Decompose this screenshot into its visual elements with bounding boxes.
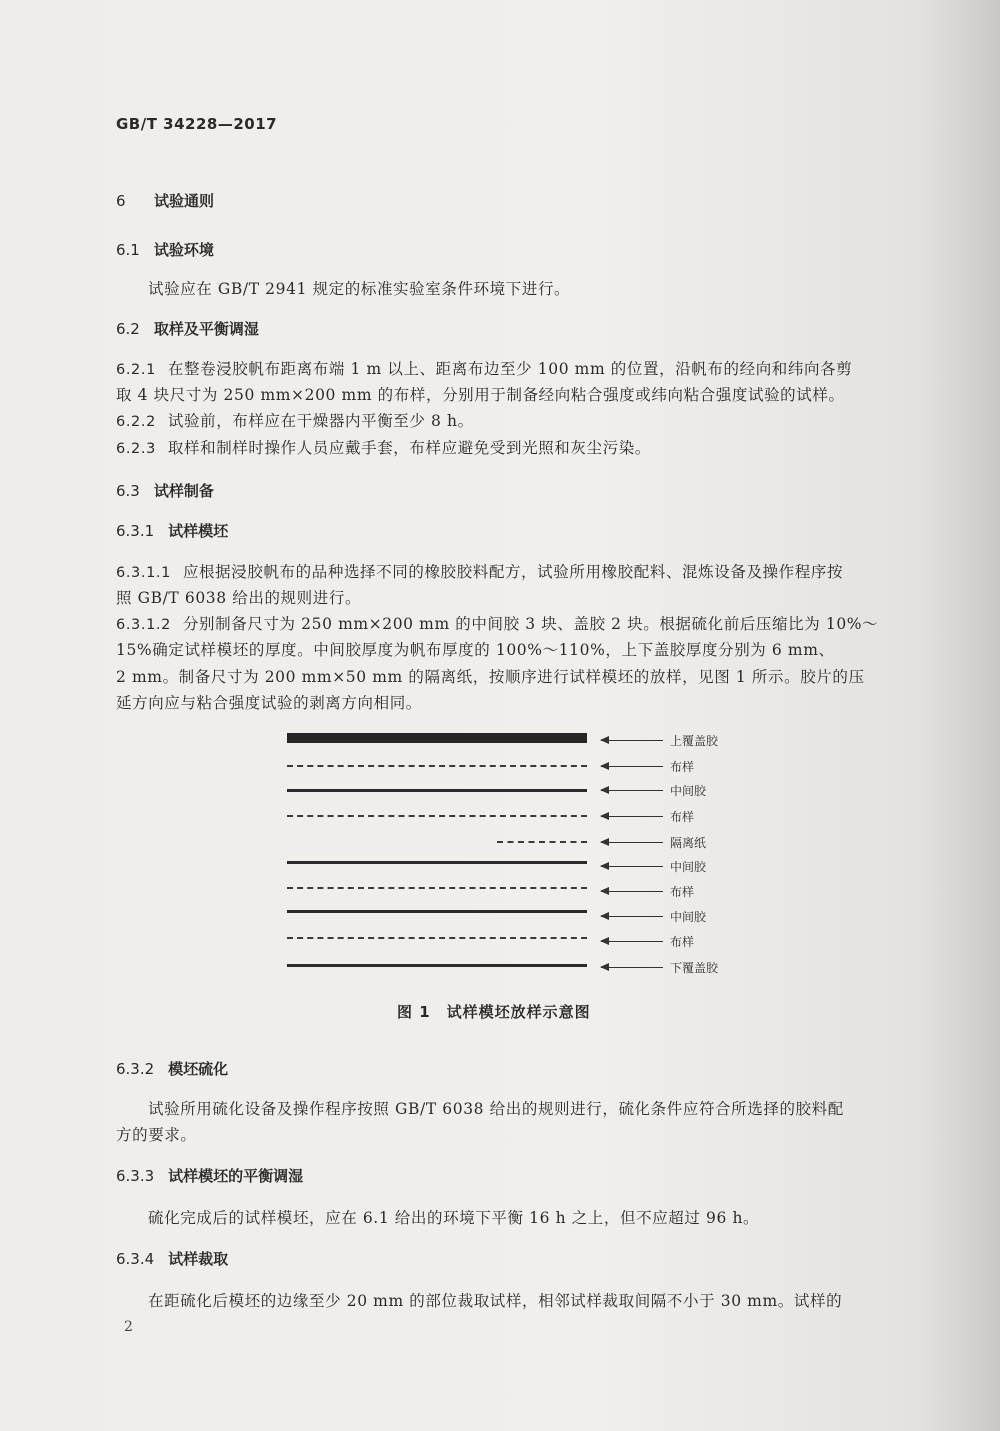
paragraph-6-3-2-line2: 方的要求。 — [116, 1126, 197, 1144]
clause-text: 应根据浸胶帆布的品种选择不同的橡胶胶料配方，试验所用橡胶配料、混炼设备及操作程序按 — [182, 563, 844, 581]
section-title: 试样模坯 — [168, 522, 229, 540]
paragraph-6-2-1-line2: 取 4 块尺寸为 250 mm×200 mm 的布样，分别用于制备经向粘合强度或纬向粘合强度试验的试样。 — [116, 386, 845, 404]
paragraph-6-3-1-2-line4: 延方向应与粘合强度试验的剥离方向相同。 — [116, 694, 422, 712]
paragraph-6-1: 试验应在 GB/T 2941 规定的标准实验室条件环境下进行。 — [148, 280, 571, 298]
section-number: 6.3.4 — [116, 1250, 155, 1268]
figure-label: 上覆盖胶 — [670, 734, 719, 748]
section-6-3-4-heading — [116, 1248, 228, 1269]
section-title: 试样裁取 — [168, 1250, 229, 1268]
leader-arrow-icon — [601, 967, 663, 968]
figure-label: 布样 — [670, 935, 695, 949]
paragraph-6-2-2 — [116, 408, 474, 435]
section-number: 6 — [116, 192, 126, 210]
section-6-3-heading — [116, 480, 214, 501]
section-6-3-1-heading — [116, 520, 228, 541]
section-6-3-3-heading — [116, 1165, 303, 1186]
paragraph-6-3-4: 在距硫化后模坯的边缘至少 20 mm 的部位裁取试样，相邻试样裁取间隔不小于 30 mm。试样的 — [148, 1292, 843, 1310]
section-title: 试样制备 — [153, 482, 214, 500]
section-number: 6.3.2 — [116, 1060, 155, 1078]
layer-fabric — [287, 887, 587, 889]
clause-number: 6.2.3 — [116, 441, 156, 457]
layer-separator-paper — [497, 841, 587, 843]
section-title: 取样及平衡调湿 — [153, 320, 259, 338]
paragraph-6-3-1-2-line2: 15%确定试样模坯的厚度。中间胶厚度为帆布厚度的 100%～110%，上下盖胶厚度分别为 6 mm、 — [116, 641, 835, 659]
clause-text: 取样和制样时操作人员应戴手套，布样应避免受到光照和灰尘污染。 — [167, 439, 651, 457]
leader-arrow-icon — [601, 842, 663, 843]
section-title: 试验环境 — [153, 241, 214, 259]
layer-top-cover — [287, 733, 587, 743]
section-number: 6.2 — [116, 320, 140, 338]
section-6-1-heading — [116, 239, 214, 260]
section-number: 6.1 — [116, 241, 140, 259]
clause-number: 6.3.1.1 — [116, 565, 171, 581]
section-title: 试验通则 — [154, 192, 215, 210]
paragraph-6-3-2-line1: 试验所用硫化设备及操作程序按照 GB/T 6038 给出的规则进行，硫化条件应符合所选择的胶料配 — [148, 1100, 844, 1118]
clause-text: 在整卷浸胶帆布距离布端 1 m 以上、距离布边至少 100 mm 的位置，沿帆布的经向和纬向各剪 — [167, 360, 853, 378]
figure-label: 下覆盖胶 — [670, 961, 719, 975]
layer-fabric — [287, 765, 587, 767]
figure-label: 布样 — [670, 885, 695, 899]
layer-middle-rubber — [287, 861, 587, 864]
figure-caption: 图 1 试样模坯放样示意图 — [397, 1003, 591, 1021]
clause-text: 试验前，布样应在干燥器内平衡至少 8 h。 — [167, 412, 474, 430]
leader-arrow-icon — [601, 766, 663, 767]
section-number: 6.3 — [116, 482, 140, 500]
clause-number: 6.2.2 — [116, 414, 156, 430]
leader-arrow-icon — [601, 816, 663, 817]
paragraph-6-3-1-1-line2: 照 GB/T 6038 给出的规则进行。 — [116, 589, 362, 607]
section-6-heading — [116, 190, 214, 211]
figure-label: 布样 — [670, 810, 695, 824]
page-number: 2 — [124, 1319, 133, 1335]
layer-middle-rubber — [287, 910, 587, 913]
layer-bottom-cover — [287, 964, 587, 967]
paragraph-6-3-1-1-line1 — [116, 559, 843, 586]
section-title: 试样模坯的平衡调湿 — [168, 1167, 304, 1185]
clause-number: 6.2.1 — [116, 362, 156, 378]
leader-arrow-icon — [601, 790, 663, 791]
section-6-3-2-heading — [116, 1058, 228, 1079]
paragraph-6-3-1-2-line3: 2 mm。制备尺寸为 200 mm×50 mm 的隔离纸，按顺序进行试样模坯的放样，见图 1 所示。胶片的压 — [116, 668, 865, 686]
figure-label: 中间胶 — [670, 860, 707, 874]
paragraph-6-3-3: 硫化完成后的试样模坯，应在 6.1 给出的环境下平衡 16 h 之上，但不应超过 96 h。 — [148, 1209, 760, 1227]
layer-middle-rubber — [287, 789, 587, 792]
section-number: 6.3.3 — [116, 1167, 155, 1185]
paragraph-6-3-1-2-line1 — [116, 611, 878, 638]
clause-number: 6.3.1.2 — [116, 617, 171, 633]
section-title: 模坯硫化 — [168, 1060, 229, 1078]
leader-arrow-icon — [601, 891, 663, 892]
clause-text: 分别制备尺寸为 250 mm×200 mm 的中间胶 3 块、盖胶 2 块。根据硫化前后压缩比为 10%～ — [182, 615, 879, 633]
leader-arrow-icon — [601, 941, 663, 942]
figure-label: 中间胶 — [670, 784, 707, 798]
paragraph-6-2-1-line1 — [116, 356, 852, 383]
figure-label: 布样 — [670, 760, 695, 774]
paragraph-6-2-3 — [116, 435, 651, 462]
section-number: 6.3.1 — [116, 522, 155, 540]
layer-fabric — [287, 815, 587, 817]
section-6-2-heading — [116, 318, 259, 339]
leader-arrow-icon — [601, 740, 663, 741]
layer-fabric — [287, 937, 587, 939]
figure-label: 隔离纸 — [670, 836, 707, 850]
standard-number: GB/T 34228—2017 — [116, 115, 278, 133]
figure-label: 中间胶 — [670, 910, 707, 924]
leader-arrow-icon — [601, 866, 663, 867]
leader-arrow-icon — [601, 916, 663, 917]
